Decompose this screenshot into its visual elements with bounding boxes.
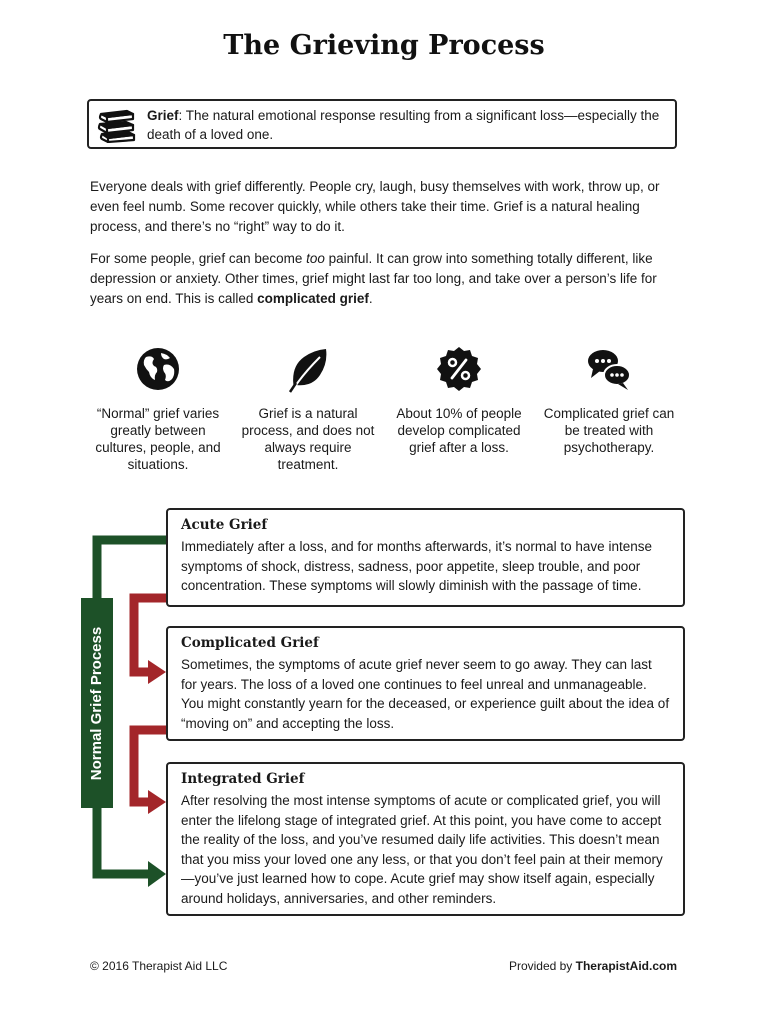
stage-text: Sometimes, the symptoms of acute grief never seem to go away. They can last for years. The loss of a loved one continues to feel unreal and unmanageable. You might constantly yearn for the deceased, or experience guilt about the idea of “moving on” and accepting the loss. (181, 657, 670, 731)
therapistaid-link[interactable]: TherapistAid.com (575, 959, 677, 973)
fact-text: Complicated grief can be treated with psychotherapy. (543, 406, 675, 455)
page-title: The Grieving Process (223, 30, 545, 61)
paragraph-emphasis: too (306, 251, 325, 266)
normal-grief-process-label (81, 598, 113, 808)
intro-paragraph: Everyone deals with grief differently. People cry, laugh, busy themselves with work, throw up, or even feel numb. Some recover quickly, while others take their time. Grief is a natural healing process, and there’s no “right” way to do it. (90, 179, 660, 234)
stage-title: Acute Grief (181, 517, 268, 533)
stage-integrated-grief (166, 762, 685, 916)
stage-complicated-grief (166, 626, 685, 741)
paragraph-text: painful. It can grow into something totally different, like depression or anxiety. Other times, grief might last far too long, and take over a person’s life for years on end. This is called (90, 251, 657, 306)
stage-acute-grief (166, 508, 685, 607)
fact-text: Grief is a natural process, and does not always require treatment. (241, 406, 375, 472)
fact-text: “Normal” grief varies greatly between cultures, people, and situations. (95, 406, 221, 472)
stage-title: Integrated Grief (181, 771, 305, 787)
provided-by-prefix: Provided by (508, 959, 576, 973)
stage-text: After resolving the most intense symptoms of acute or complicated grief, you will enter the lifelong stage of integrated grief. At this point, you have come to accept the reality of the loss, and you’ve resumed daily life activities. This doesn’t mean that you miss your loved one any less, or that you don’t feel pain at their memory—you’ve just learned how to cope. Acute grief may show itself again, especially around holidays, anniversaries, and other reminders. (181, 793, 663, 906)
paragraph-text: For some people, grief can become (90, 251, 307, 266)
stage-title: Complicated Grief (181, 635, 319, 651)
paragraph-bold-term: complicated grief (257, 291, 369, 306)
red-arrow-complicated-to-integrated (134, 730, 166, 814)
process-label-text: Normal Grief Process (88, 626, 106, 780)
stage-text: Immediately after a loss, and for months afterwards, it’s normal to have intense symptoms of shock, distress, sadness, poor appetite, sleep trouble, and poor concentration. These symptoms will slowly diminish with the passage of time. (181, 539, 652, 593)
definition-body: : The natural emotional response resulting from a significant loss—especially the death of a loved one. (147, 108, 660, 142)
copyright-text: © 2016 Therapist Aid LLC (90, 959, 228, 973)
red-arrow-acute-to-complicated (134, 598, 166, 684)
provided-by (509, 959, 677, 973)
fact-text: About 10% of people develop complicated grief after a loss. (396, 406, 522, 455)
paragraph-text: . (368, 291, 373, 306)
definition-term: Grief (147, 108, 179, 123)
